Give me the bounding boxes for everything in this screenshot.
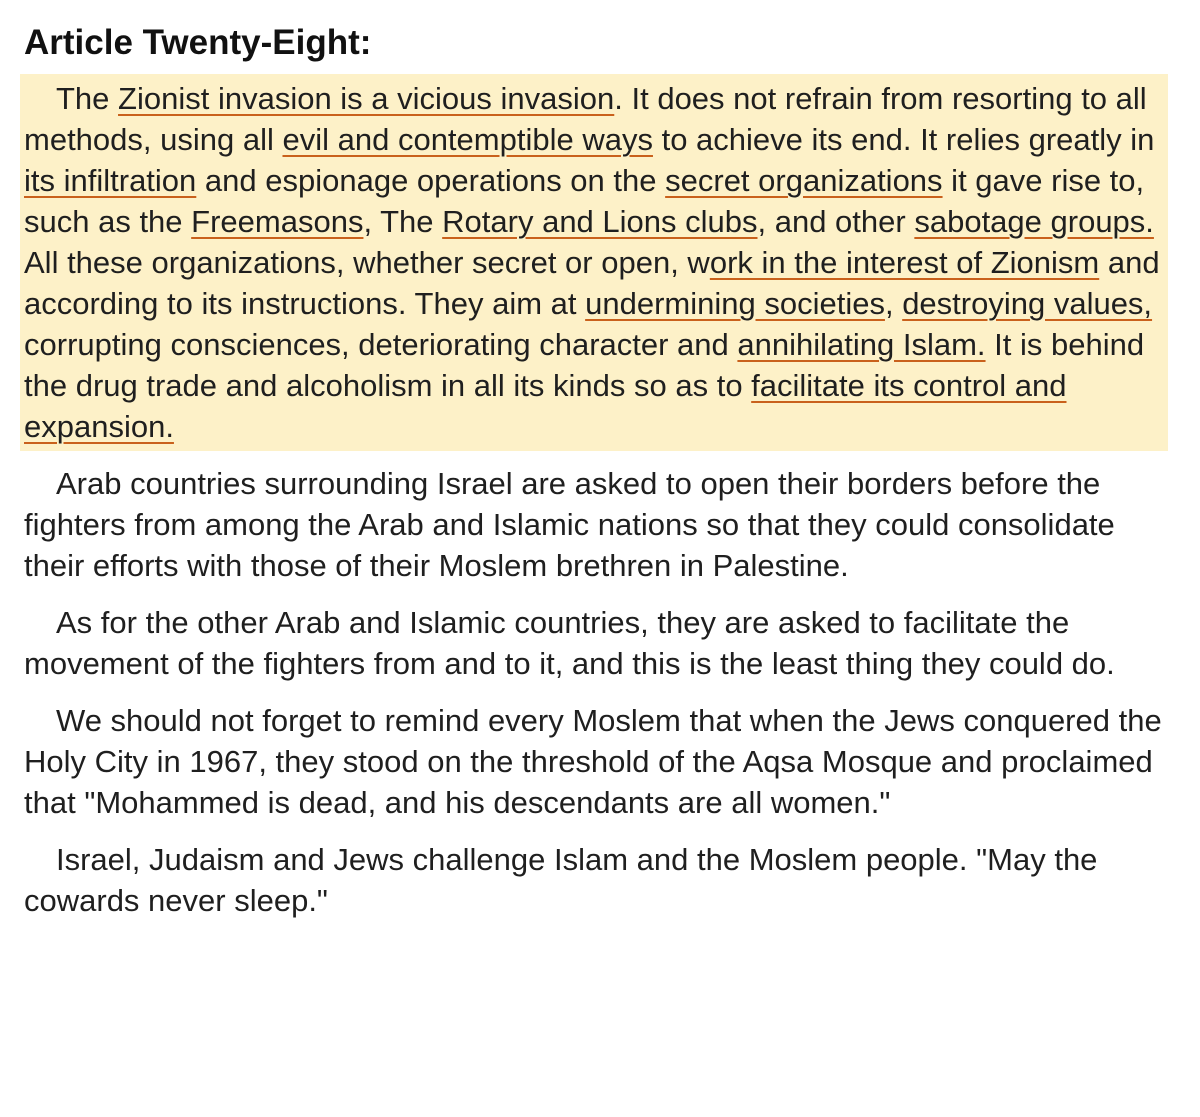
paragraph: As for the other Arab and Islamic countries, they are asked to facilitate the movement of the fighters from and to it, and this is the least thing they could do. [24,605,1115,681]
annotated-phrase: Freemasons [191,204,364,239]
annotated-phrase: annihilating Islam. [737,327,986,362]
paragraph: We should not forget to remind every Moslem that when the Jews conquered the Holy City in 1967, they stood on the threshold of the Aqsa Mosque and proclaimed that "Mohammed is dead, and his descendants are all women." [24,703,1162,820]
text-segment: . It does not refrain from resorting to all methods, using all [24,81,1147,157]
paragraph: Arab countries surrounding Israel are asked to open their borders before the fighters from among the Arab and Islamic nations so that they could consolidate their efforts with those of their Moslem brethren in Palestine. [24,466,1115,583]
annotated-phrase: sabotage groups. [914,204,1154,239]
annotated-phrase: evil and contemptible ways [282,122,653,157]
annotated-phrase: its infiltration [24,163,197,198]
text-segment: All these organizations, whether secret or open, w [24,245,710,280]
annotated-phrase: facilitate its control and expansion. [24,368,1067,444]
annotated-phrase: Rotary and Lions clubs [442,204,758,239]
article-title: Article Twenty-Eight: [24,23,372,62]
text-segment: it gave rise to, such as the [24,163,1145,239]
text-segment: It is behind the drug trade and alcoholism in all its kinds so as to [24,327,1145,403]
article-page [24,22,1174,937]
annotated-phrase: secret organizations [665,163,943,198]
text-segment: and espionage operations on the [196,163,666,198]
text-segment: The [56,81,119,116]
text-segment: and according to its instructions. They aim at [24,245,1160,321]
text-segment: , [884,286,903,321]
annotated-phrase: Zionist invasion is a vicious invasion [118,81,615,116]
paragraph: Israel, Judaism and Jews challenge Islam and the Moslem people. "May the cowards never sleep." [24,842,1098,918]
annotated-phrase: ork in the interest of Zionism [709,245,1100,280]
annotated-phrase: undermining societies [585,286,885,321]
annotated-phrase: destroying values, [902,286,1153,321]
highlighted-paragraph [24,78,1164,447]
text-segment: corrupting consciences, deteriorating character and [24,327,738,362]
text-segment: to achieve its end. It relies greatly in [652,122,1155,157]
text-segment: , The [363,204,443,239]
text-segment: , and other [757,204,915,239]
